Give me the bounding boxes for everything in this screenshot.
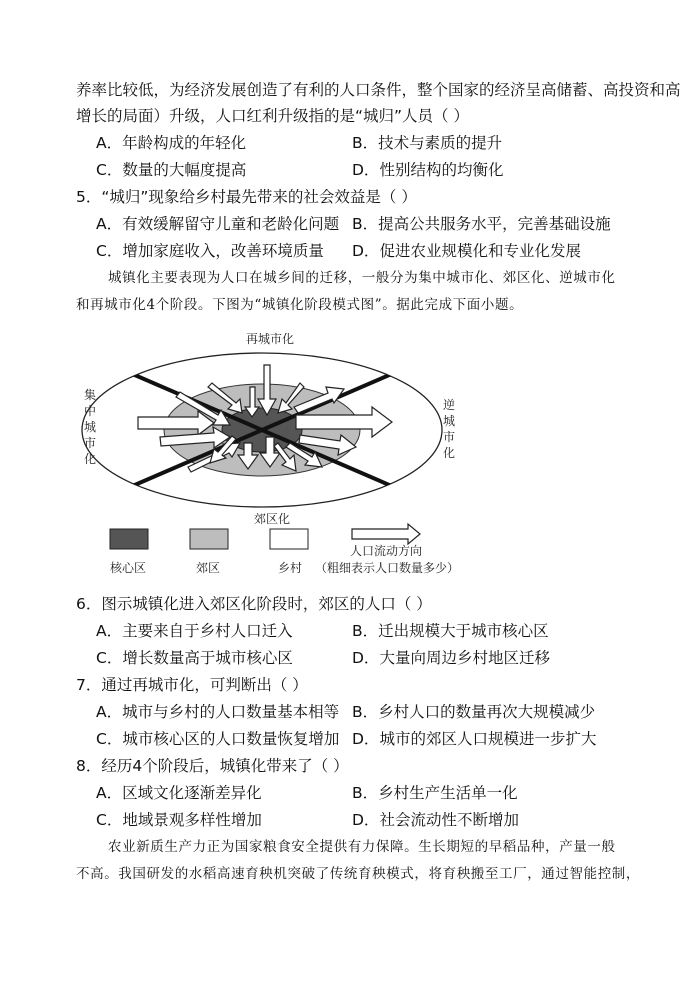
- svg-text:化: 化: [84, 452, 97, 466]
- q4-option-a: A．年龄构成的年轻化: [96, 134, 247, 152]
- svg-text:逆: 逆: [443, 398, 456, 412]
- svg-text:化: 化: [443, 446, 456, 460]
- legend-swatch-rural: [270, 529, 308, 549]
- legend-label-suburb: 郊区: [196, 561, 221, 575]
- q5-option-c: C．增加家庭收入，改善环境质量: [96, 242, 324, 260]
- svg-text:市: 市: [443, 430, 456, 444]
- intro-line-1: 养率比较低，为经济发展创造了有利的人口条件，整个国家的经济呈高储蓄、高投资和高: [76, 81, 681, 99]
- passage2-line-1: 农业新质生产力正为国家粮食安全提供有力保障。生长期短的早稻品种，产量一般: [108, 839, 616, 855]
- label-suburbanization: 郊区化: [254, 512, 291, 526]
- svg-text:城: 城: [443, 414, 456, 428]
- q8-stem: 8．经历4个阶段后，城镇化带来了（ ）: [76, 757, 349, 775]
- legend-swatch-core: [110, 529, 148, 549]
- q8-option-d: D．社会流动性不断增加: [352, 811, 519, 829]
- passage1-line-2: 和再城市化4个阶段。下图为“城镇化阶段模式图”。据此完成下面小题。: [76, 297, 524, 313]
- intro-line-2: 增长的局面）升级，人口红利升级指的是“城归”人员（ ）: [76, 107, 469, 125]
- svg-text:城: 城: [84, 420, 97, 434]
- svg-text:中: 中: [84, 404, 97, 418]
- q8-option-a: A．区域文化逐渐差异化: [96, 784, 262, 802]
- legend-arrow-icon: [352, 524, 420, 544]
- svg-text:集: 集: [84, 388, 97, 402]
- passage1-line-1: 城镇化主要表现为人口在城乡间的迁移，一般分为集中城市化、郊区化、逆城市化: [108, 270, 616, 286]
- q4-option-b: B．技术与素质的提升: [352, 134, 503, 152]
- label-counter-urbanization: [443, 398, 455, 460]
- q8-option-c: C．地域景观多样性增加: [96, 811, 262, 829]
- q7-option-a: A．城市与乡村的人口数量基本相等: [96, 703, 340, 721]
- q7-stem: 7．通过再城市化，可判断出（ ）: [76, 676, 308, 694]
- q6-option-d: D．大量向周边乡村地区迁移: [352, 649, 550, 667]
- q6-option-b: B．迁出规模大于城市核心区: [352, 622, 549, 640]
- q5-option-a: A．有效缓解留守儿童和老龄化问题: [96, 215, 340, 233]
- q7-option-d: D．城市的郊区人口规模进一步扩大: [352, 730, 597, 748]
- q7-option-c: C．城市核心区的人口数量恢复增加: [96, 730, 340, 748]
- label-reurbanization: 再城市化: [246, 332, 295, 346]
- q7-option-b: B．乡村人口的数量再次大规模减少: [352, 703, 596, 721]
- q6-stem: 6．图示城镇化进入郊区化阶段时，郊区的人口（ ）: [76, 595, 432, 613]
- q6-option-a: A．主要来自于乡村人口迁入: [96, 622, 293, 640]
- legend-arrow-note: （粗细表示人口数量多少）: [315, 561, 460, 575]
- q4-option-d: D．性别结构的均衡化: [352, 161, 504, 179]
- svg-text:市: 市: [84, 436, 97, 450]
- legend-swatch-suburb: [190, 529, 228, 549]
- legend-arrow-label: 人口流动方向: [350, 544, 423, 558]
- legend-label-core: 核心区: [110, 561, 147, 575]
- legend-label-rural: 乡村: [278, 561, 303, 575]
- q6-option-c: C．增长数量高于城市核心区: [96, 649, 293, 667]
- label-concentrated-urbanization: [84, 387, 96, 466]
- passage2-line-2: 不高。我国研发的水稻高速育秧机突破了传统育秧模式，将育秧搬至工厂，通过智能控制，: [76, 866, 640, 882]
- q8-option-b: B．乡村生产生活单一化: [352, 784, 518, 802]
- q5-stem: 5．“城归”现象给乡村最先带来的社会效益是（ ）: [76, 188, 417, 206]
- urbanization-stage-diagram: [0, 325, 695, 585]
- q5-option-b: B．提高公共服务水平，完善基础设施: [352, 215, 611, 233]
- q5-option-d: D．促进农业规模化和专业化发展: [352, 242, 581, 260]
- q4-option-c: C．数量的大幅度提高: [96, 161, 247, 179]
